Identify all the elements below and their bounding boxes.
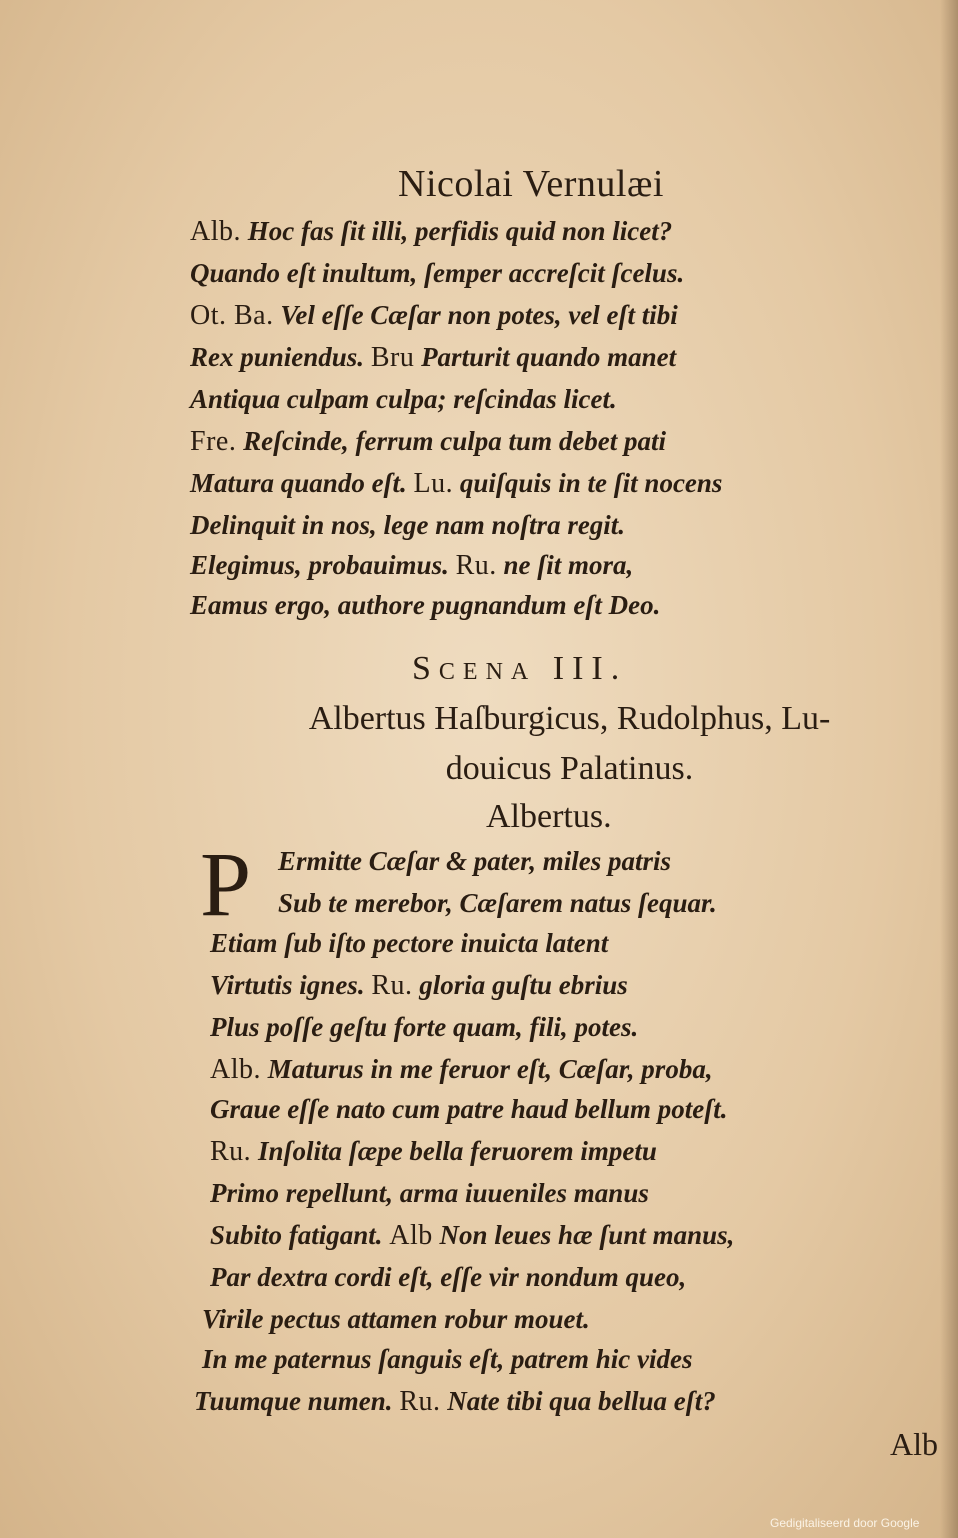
- verse-line: [210, 972, 628, 1000]
- speaker: Ru.: [399, 1386, 441, 1417]
- verse-text: Quando eſt inultum, ſemper accreſcit ſcelus.: [190, 258, 685, 288]
- verse-line: [190, 218, 672, 246]
- verse-text: Nate tibi qua bellua eſt?: [447, 1386, 716, 1416]
- verse-line: [278, 848, 671, 875]
- verse-text: gloria guſtu ebrius: [419, 970, 628, 1000]
- verse-text: In me paternus ſanguis eſt, patrem hic vides: [202, 1344, 693, 1374]
- speaker: Ru.: [371, 970, 413, 1001]
- digitization-watermark: Gedigitaliseerd door Google: [770, 1516, 920, 1530]
- verse-text: Tuumque numen.: [194, 1386, 393, 1416]
- verse-text: Primo repellunt, arma iuueniles manus: [210, 1178, 649, 1208]
- speaker: Alb.: [190, 216, 241, 247]
- scene-title: Scena III.: [412, 650, 628, 687]
- verse-text: ne ſit mora,: [503, 550, 634, 580]
- verse-line: [210, 1222, 734, 1250]
- verse-line: [202, 1306, 590, 1333]
- verse-line: [210, 1138, 657, 1166]
- verse-text: Maturus in me feruor eſt, Cæſar, proba,: [267, 1054, 713, 1084]
- verse-text: Vel eſſe Cæſar non potes, vel eſt tibi: [280, 300, 678, 330]
- drop-cap: P: [200, 833, 252, 935]
- verse-line: [210, 1180, 649, 1207]
- verse-text: Reſcinde, ferrum culpa tum debet pati: [243, 426, 667, 456]
- verse-line: [190, 470, 722, 498]
- speaker: Bru: [370, 342, 415, 373]
- verse-text: Parturit quando manet: [421, 342, 677, 372]
- verse-line: [190, 428, 666, 456]
- verse-line: [210, 930, 608, 957]
- verse-line: [210, 1096, 727, 1123]
- verse-line: [202, 1346, 693, 1373]
- verse-text: Matura quando eſt.: [190, 468, 407, 498]
- verse-text: Sub te merebor, Cæſarem natus ſequar.: [278, 888, 717, 918]
- speaker: Alb.: [210, 1054, 261, 1085]
- verse-line: [190, 386, 617, 413]
- verse-text: Non leues hæ ſunt manus,: [439, 1220, 735, 1250]
- verse-text: Etiam ſub iſto pectore inuicta latent: [210, 928, 609, 958]
- verse-text: quiſquis in te ſit nocens: [459, 468, 723, 498]
- verse-line: [190, 302, 678, 330]
- page-gutter: [940, 0, 958, 1538]
- verse-text: Hoc fas ſit illi, perfidis quid non licet?: [247, 216, 673, 246]
- verse-line: [194, 1388, 716, 1416]
- dramatis-personae: Albertus Haſburgicus, Rudolphus, Lu-: [308, 700, 831, 737]
- verse-line: [210, 1014, 638, 1041]
- speaker-heading: Albertus.: [486, 798, 612, 835]
- verse-text: Antiqua culpam culpa; reſcindas licet.: [190, 384, 617, 414]
- verse-text: Elegimus, probauimus.: [190, 550, 449, 580]
- verse-line: [190, 512, 625, 539]
- verse-text: Virtutis ignes.: [210, 970, 365, 1000]
- verse-text: Par dextra cordi eſt, eſſe vir nondum queo,: [210, 1262, 687, 1292]
- speaker: Alb: [389, 1220, 433, 1251]
- verse-text: Inſolita ſæpe bella feruorem impetu: [257, 1136, 657, 1166]
- verse-line: [190, 592, 660, 619]
- verse-text: Delinquit in nos, lege nam noſtra regit.: [190, 510, 626, 540]
- verse-text: Plus poſſe geſtu forte quam, fili, potes.: [210, 1012, 639, 1042]
- speaker: Lu.: [413, 468, 454, 499]
- verse-text: Graue eſſe nato cum patre haud bellum poteſt.: [210, 1094, 728, 1124]
- verse-line: [190, 344, 676, 372]
- verse-text: Subito fatigant.: [210, 1220, 383, 1250]
- speaker: Fre.: [190, 426, 237, 457]
- dramatis-personae: douicus Palatinus.: [445, 750, 694, 787]
- speaker: Ot. Ba.: [190, 300, 274, 331]
- running-header: Nicolai Vernulæi: [398, 163, 664, 205]
- verse-text: Rex puniendus.: [190, 342, 365, 372]
- verse-text: Ermitte Cæſar & pater, miles patris: [278, 846, 672, 876]
- verse-line: [190, 260, 684, 287]
- verse-line: [278, 890, 717, 917]
- verse-line: [210, 1056, 713, 1084]
- speaker: Ru.: [210, 1136, 252, 1167]
- catchword: Alb: [890, 1426, 938, 1462]
- verse-text: Virile pectus attamen robur mouet.: [202, 1304, 590, 1334]
- verse-line: [190, 552, 633, 580]
- speaker: Ru.: [455, 550, 497, 581]
- verse-text: Eamus ergo, authore pugnandum eſt Deo.: [190, 590, 661, 620]
- verse-line: [210, 1264, 686, 1291]
